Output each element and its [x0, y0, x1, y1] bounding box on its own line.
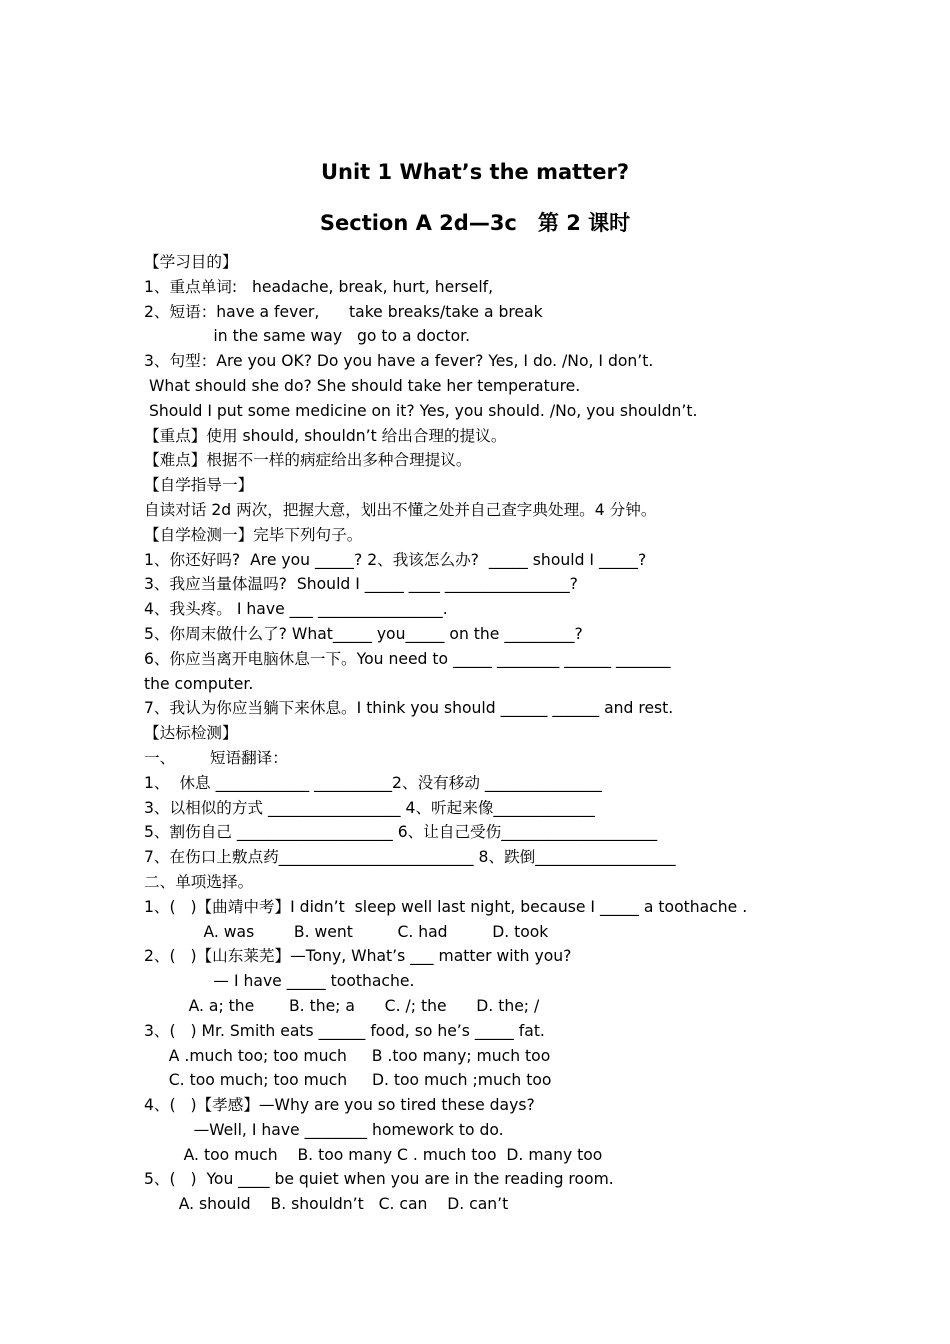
text-line: A. should B. shouldn’t C. can D. can’t [144, 1195, 509, 1214]
text-line: 3、我应当量体温吗? Should I _____ ____ ________________? [144, 575, 578, 594]
text-line: 3、( ) Mr. Smith eats ______ food, so he’s _____ fat. [144, 1021, 545, 1040]
text-line: 5、( ) You ____ be quiet when you are in the reading room. [144, 1170, 614, 1189]
text-line: the computer. [144, 674, 254, 693]
text-line: 【重点】使用 should, shouldn’t 给出合理的提议。 [144, 426, 507, 445]
text-line: 【自学检测一】完毕下列句子。 [144, 525, 363, 544]
document-subtitle: Section A 2d—3c 第 2 课时 [319, 211, 631, 235]
text-line: 一、 短语翻译： [144, 748, 288, 767]
text-line: 3、句型：Are you OK? Do you have a fever? Yes, I do. /No, I don’t. [144, 352, 654, 371]
text-line: 【达标检测】 [144, 724, 238, 743]
text-line: 1、( )【曲靖中考】I didn’t sleep well last night, because I _____ a toothache . [144, 897, 748, 916]
text-line: in the same way go to a doctor. [144, 327, 471, 346]
text-line: A. was B. went C. had D. took [144, 922, 549, 941]
text-line: 6、你应当离开电脑休息一下。You need to _____ ________ ______ _______ [144, 649, 671, 668]
document-title: Unit 1 What’s the matter? [320, 160, 630, 184]
document-body [144, 250, 844, 1217]
text-line: 4、我头疼。 I have ___ ________________. [144, 600, 448, 619]
text-line: 7、我认为你应当躺下来休息。I think you should ______ ______ and rest. [144, 699, 674, 718]
text-line: 自读对话 2d 两次，把握大意，划出不懂之处并自己查字典处理。4 分钟。 [144, 500, 657, 519]
text-line: A .much too; too much B .too many; much too [144, 1046, 551, 1065]
text-line: 【学习目的】 [144, 253, 238, 271]
text-line: 【难点】根据不一样的病症给出多种合理提议。 [144, 451, 472, 470]
text-line: 5、你周末做什么了? What_____ you_____ on the _________? [144, 624, 583, 643]
text-line: Should I put some medicine on it? Yes, you should. /No, you shouldn’t. [144, 401, 698, 420]
text-line: C. too much; too much D. too much ;much too [144, 1071, 552, 1090]
text-line: 3、以相似的方式 _________________ 4、听起来像_____________ [144, 798, 595, 817]
text-line: A. a; the B. the; a C. /; the D. the; / [144, 996, 540, 1015]
text-line: 2、( )【山东莱芜】—Tony, What’s ___ matter with you? [144, 947, 572, 966]
text-line: 1、 休息 ____________ __________2、没有移动 _______________ [144, 773, 602, 792]
text-line: 5、割伤自己 ____________________ 6、让自己受伤____________________ [144, 823, 658, 842]
text-line: —Well, I have ________ homework to do. [144, 1120, 504, 1139]
text-line: — I have _____ toothache. [144, 972, 415, 991]
text-line: 1、重点单词: headache, break, hurt, herself, [144, 277, 494, 296]
text-line: 【自学指导一】 [144, 476, 254, 495]
text-line: What should she do? She should take her temperature. [144, 376, 581, 395]
text-line: 2、短语：have a fever, take breaks/take a break [144, 302, 543, 321]
text-line: 1、你还好吗? Are you _____? 2、我该怎么办? _____ should I _____? [144, 550, 647, 569]
text-line: A. too much B. too many C . much too D. many too [144, 1145, 603, 1164]
text-line: 二、单项选择。 [144, 872, 254, 891]
text-line: 7、在伤口上敷点药_________________________ 8、跌倒__________________ [144, 848, 676, 867]
text-line: 4、( )【孝感】—Why are you so tired these days? [144, 1096, 535, 1115]
